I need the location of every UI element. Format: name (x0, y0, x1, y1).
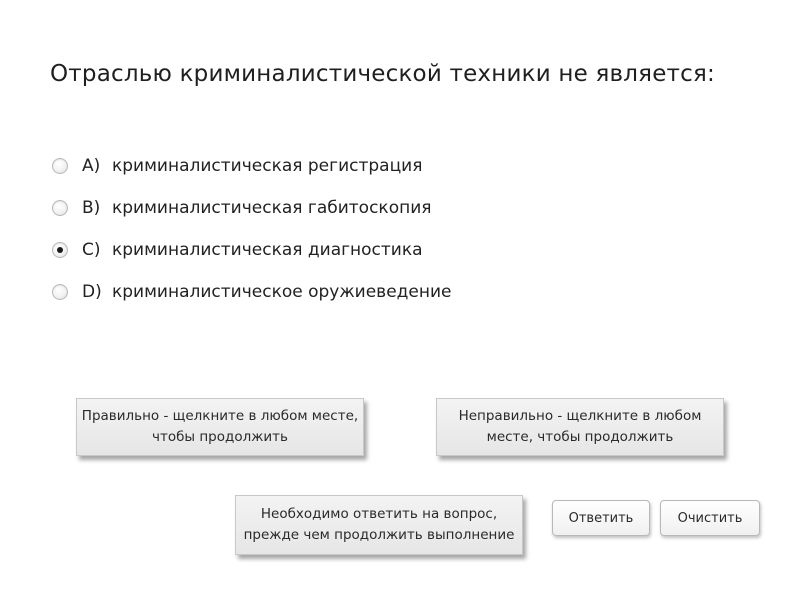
option-b[interactable] (52, 187, 572, 229)
incorrect-feedback-box[interactable] (436, 398, 724, 456)
incorrect-feedback-line-2: месте, чтобы продолжить (486, 429, 674, 445)
radio-button-a[interactable] (52, 158, 68, 174)
option-d[interactable] (52, 271, 572, 313)
option-label: криминалистическая габитоскопия (112, 198, 432, 218)
correct-feedback-box[interactable] (76, 398, 364, 456)
clear-button[interactable]: Очистить (660, 500, 760, 536)
option-a[interactable] (52, 145, 572, 187)
radio-button-c[interactable] (52, 242, 68, 258)
option-letter: A) (82, 156, 101, 176)
option-letter: D) (82, 282, 102, 302)
incorrect-feedback-line-1: Неправильно - щелкните в любом (458, 408, 702, 424)
answer-required-message (235, 495, 523, 555)
question-text: Отраслью криминалистической техники не является: (50, 61, 715, 87)
option-letter: C) (82, 240, 101, 260)
option-label: криминалистическое оружиеведение (112, 282, 452, 302)
answer-options (52, 145, 572, 313)
option-label: криминалистическая диагностика (112, 240, 423, 260)
option-c[interactable] (52, 229, 572, 271)
submit-button[interactable]: Ответить (552, 500, 650, 536)
option-label: криминалистическая регистрация (112, 156, 423, 176)
answer-required-line-1: Необходимо ответить на вопрос, (260, 506, 498, 522)
correct-feedback-line-2: чтобы продолжить (151, 429, 288, 445)
radio-selected-dot (57, 247, 63, 253)
radio-button-d[interactable] (52, 284, 68, 300)
radio-button-b[interactable] (52, 200, 68, 216)
answer-required-line-2: прежде чем продолжить выполнение (243, 527, 515, 543)
option-letter: B) (82, 198, 101, 218)
correct-feedback-line-1: Правильно - щелкните в любом месте, (81, 408, 359, 424)
